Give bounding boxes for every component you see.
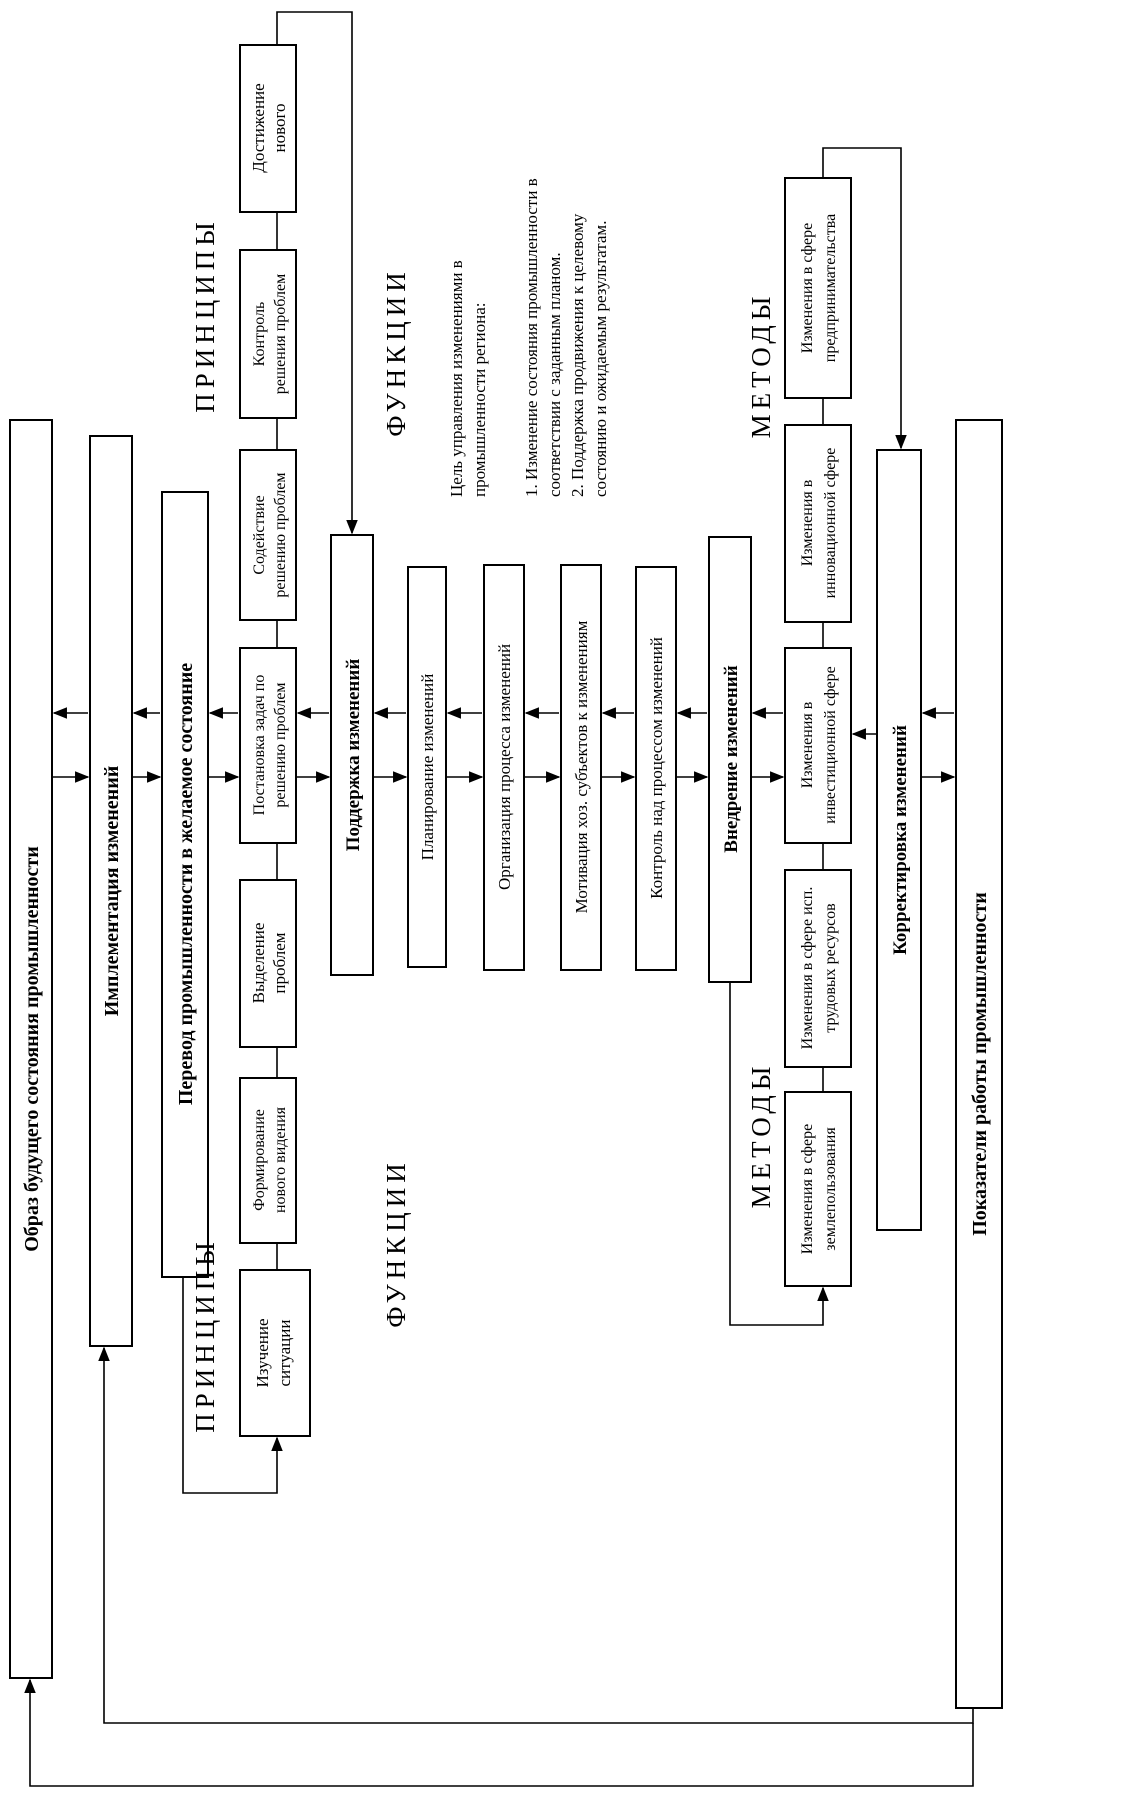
bar-image-label: Образ будущего состояния промышленности xyxy=(21,846,43,1252)
principle-control-line1: Контроль xyxy=(251,301,268,367)
function-control-label: Контроль над процессом изменений xyxy=(647,637,666,899)
principle-tasks xyxy=(240,648,296,843)
functions-heading-left: ФУНКЦИИ xyxy=(381,1158,411,1328)
method-land-line1: Изменения в сфере xyxy=(799,1123,816,1255)
bar-support xyxy=(331,535,373,975)
bar-implementation-label: Имплементация изменений xyxy=(101,765,123,1017)
goal-statement xyxy=(447,178,610,497)
function-organization xyxy=(484,565,524,970)
principles-heading-right: ПРИНЦИПЫ xyxy=(190,217,220,413)
method-land-line2: землепользования xyxy=(822,1127,839,1251)
method-investment xyxy=(785,648,851,843)
function-motivation-label: Мотивация хоз. субъектов к изменениям xyxy=(572,620,591,914)
principle-assist xyxy=(240,450,296,620)
bar-transfer-label: Перевод промышленности в желаемое состояние xyxy=(175,662,197,1106)
goal-line-3: 1. Изменение состояния промышленности в xyxy=(522,178,541,497)
principle-assist-line2: решению проблем xyxy=(272,472,289,598)
method-innovation-line1: Изменения в xyxy=(799,479,816,567)
method-labor xyxy=(785,870,851,1067)
method-land xyxy=(785,1092,851,1286)
function-control xyxy=(636,567,676,970)
function-motivation xyxy=(561,565,601,970)
principle-study-line1: Изучение xyxy=(253,1318,272,1388)
principle-study-line2: ситуации xyxy=(275,1319,294,1387)
principle-achieve-line2: нового xyxy=(270,103,289,153)
method-entrepreneurship-line2: предпринимательства xyxy=(822,213,839,363)
bar-indicators xyxy=(956,420,1002,1708)
goal-line-1: Цель управления изменениями в xyxy=(447,260,466,497)
function-organization-label: Организация процесса изменений xyxy=(495,643,514,891)
principle-study xyxy=(240,1270,310,1436)
method-investment-line1: Изменения в xyxy=(799,701,816,789)
method-entrepreneurship xyxy=(785,178,851,398)
method-entrepreneurship-line1: Изменения в сфере xyxy=(799,222,816,354)
principle-identify-line1: Выделение xyxy=(249,922,268,1004)
bar-indicators-label: Показатели работы промышленности xyxy=(969,892,991,1236)
bar-correction-label: Корректировка изменений xyxy=(890,725,911,955)
principle-control-line2: решения проблем xyxy=(272,273,289,395)
principle-assist-line1: Содействие xyxy=(251,495,268,575)
principle-control xyxy=(240,250,296,418)
principle-vision-line1: Формирование xyxy=(251,1109,268,1211)
bar-introduction xyxy=(709,537,751,982)
method-innovation-line2: инновационной сфере xyxy=(822,447,839,599)
function-planning-label: Планирование изменений xyxy=(418,673,437,861)
goal-line-4: соответствии с заданным планом. xyxy=(545,252,564,497)
principle-identify-line2: проблем xyxy=(270,932,289,994)
principle-achieve xyxy=(240,45,296,212)
bar-implementation xyxy=(90,436,132,1346)
functions-heading-right: ФУНКЦИИ xyxy=(381,267,411,437)
bar-image xyxy=(10,420,52,1678)
principle-achieve-line1: Достижение xyxy=(249,83,268,173)
method-labor-line2: трудовых ресурсов xyxy=(822,903,839,1033)
goal-line-5: 2. Поддержка продвижения к целевому xyxy=(568,213,587,497)
principle-vision-line2: нового видения xyxy=(272,1106,289,1214)
function-planning xyxy=(408,567,446,967)
principle-tasks-line1: Постановка задач по xyxy=(251,674,268,816)
bar-correction xyxy=(877,450,921,1230)
bar-transfer xyxy=(162,492,208,1277)
goal-line-2: промышленности региона: xyxy=(470,302,489,497)
principle-vision xyxy=(240,1078,296,1243)
method-investment-line2: инвестиционной сфере xyxy=(822,666,839,824)
bar-support-label: Поддержка изменений xyxy=(343,658,364,852)
method-innovation xyxy=(785,425,851,622)
method-labor-line1: Изменения в сфере исп. xyxy=(799,886,816,1050)
bar-introduction-label: Внедрение изменений xyxy=(721,665,742,853)
principle-tasks-line2: решению проблем xyxy=(272,682,289,808)
methods-heading-right: МЕТОДЫ xyxy=(746,291,776,439)
principle-identify xyxy=(240,880,296,1047)
principles-heading-left: ПРИНЦИПЫ xyxy=(190,1237,220,1433)
goal-line-6: состоянию и ожидаемым результатам. xyxy=(591,220,610,497)
methods-heading-left: МЕТОДЫ xyxy=(746,1061,776,1209)
